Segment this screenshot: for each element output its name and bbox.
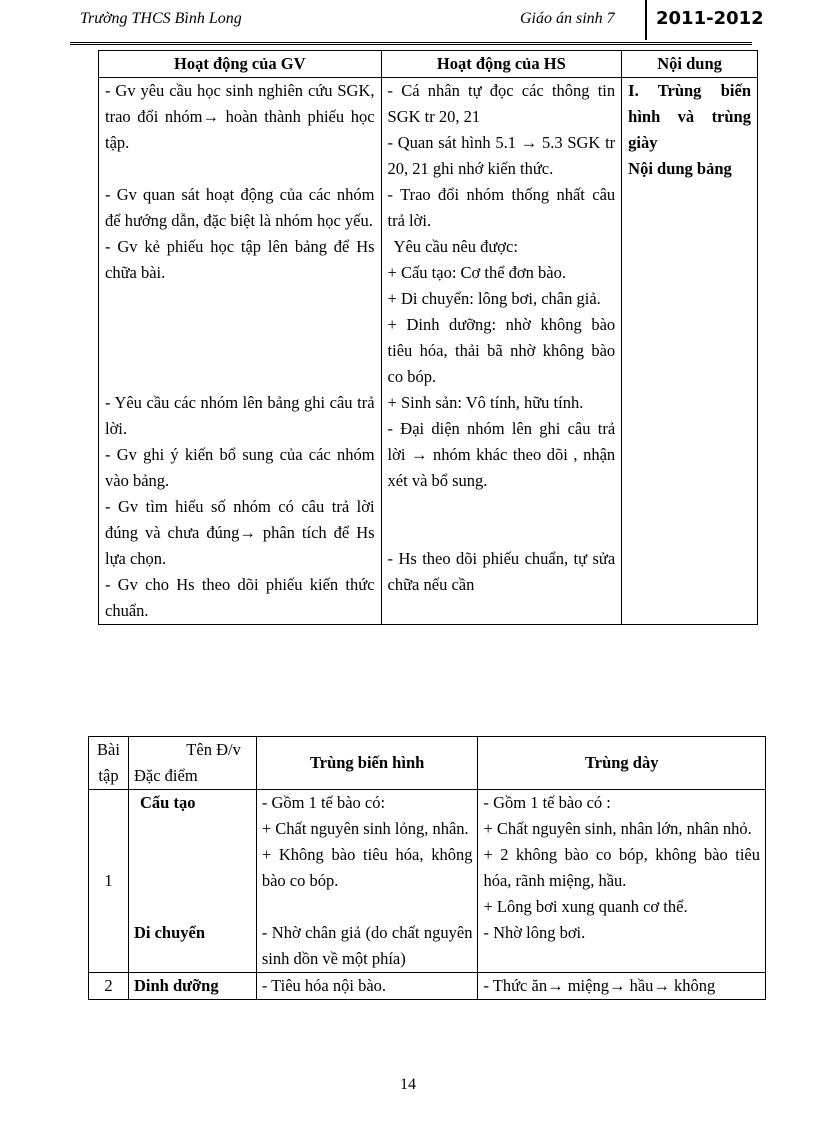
gv-line: - Gv tìm hiểu số nhóm có câu trả lời đúng và chưa đúng→ phân tích để Hs lựa chọn. [105,497,375,568]
header-hs: Hoạt động của HS [381,51,622,78]
feature-di-chuyen: Di chuyển [133,923,206,942]
hs-line: + Dinh dưỡng: nhờ không bào tiêu hóa, thải bã nhờ không bào co bóp. [387,315,616,386]
noidung-text: Nội dung bảng [628,159,732,178]
page-number: 14 [400,1076,416,1093]
header-baitap: Bài tập [89,737,129,790]
row-number: 1 [89,790,129,973]
header-gv: Hoạt động của GV [99,51,382,78]
header-divider [645,0,647,40]
row-number: 2 [89,973,129,1000]
school-year: 2011-2012 [656,8,764,29]
tbh-cell [256,790,478,973]
gv-line: - Gv yêu cầu học sinh nghiên cứu SGK, trao đổi nhóm→ hoàn thành phiếu học tập. [105,81,375,152]
feature-cell [128,790,256,973]
tbh-line: - Gồm 1 tế bào có: [261,793,386,812]
comparison-table [88,736,766,1000]
subject-label: Giáo án sinh 7 [520,10,615,27]
page-header [0,0,816,48]
header-rule [70,42,752,45]
td-line: + Chất nguyên sinh, nhân lớn, nhân nhỏ. [483,819,752,838]
tbh-line: - Nhờ chân giả (do chất nguyên sinh dồn về một phía) [261,923,473,968]
header-ten: Tên Đ/v [186,740,241,759]
header-noidung: Nội dung [622,51,758,78]
hs-line: + Cấu tạo: Cơ thể đơn bào. [387,263,566,282]
noidung-heading: I. Trùng biến hình và trùng giày [628,81,751,152]
gv-line: - Gv cho Hs theo dõi phiếu kiến thức chuẩn. [105,575,375,620]
header-trung-day: Trùng dày [478,737,766,790]
tbh-cell: - Tiêu hóa nội bào. [256,973,478,1000]
hs-line: - Quan sát hình 5.1 → 5.3 SGK tr 20, 21 ghi nhớ kiến thức. [387,133,616,178]
tbh-line: + Chất nguyên sinh lỏng, nhân. [261,819,469,838]
td-line: - Gồm 1 tế bào có : [483,793,611,812]
hs-line: - Hs theo dõi phiếu chuẩn, tự sửa chữa nếu cần [387,549,616,594]
hs-column [381,78,622,625]
activity-table [98,50,758,625]
school-name: Trường THCS Bình Long [80,10,242,27]
feature-cau-tao: Cấu tạo [139,793,196,812]
header-ten-dacdiem [128,737,256,790]
hs-line: - Trao đổi nhóm thống nhất câu trả lời. [387,185,616,230]
gv-line: - Gv ghi ý kiến bổ sung của các nhóm vào bảng. [105,445,375,490]
td-cell: - Thức ăn→ miệng→ hầu→ không [478,973,766,1000]
td-line: - Nhờ lông bơi. [483,923,586,942]
gv-line: - Yêu cầu các nhóm lên bảng ghi câu trả lời. [105,393,375,438]
hs-line: - Cá nhân tự đọc các thông tin SGK tr 20, 21 [387,81,616,126]
gv-column [99,78,382,625]
gv-line: - Gv quan sát hoạt động của các nhóm để hướng dẫn, đặc biệt là nhóm học yếu. [105,185,375,230]
td-line: + 2 không bào co bóp, không bào tiêu hóa, rãnh miệng, hầu. [483,845,760,890]
td-cell [478,790,766,973]
gv-line: - Gv kẻ phiếu học tập lên bảng để Hs chữa bài. [105,237,375,282]
noidung-column [622,78,758,625]
header-dacdiem: Đặc điểm [133,766,198,785]
hs-line: - Đại diện nhóm lên ghi câu trả lời → nhóm khác theo dõi , nhận xét và bổ sung. [387,419,616,490]
hs-line: + Di chuyển: lông bơi, chân giả. [387,289,601,308]
header-trung-bien-hinh: Trùng biến hình [256,737,478,790]
feature-dinh-duong: Dinh dưỡng [128,973,256,1000]
td-line: + Lông bơi xung quanh cơ thể. [483,897,688,916]
tbh-line: + Không bào tiêu hóa, không bào co bóp. [261,845,473,890]
hs-line: Yêu cầu nêu được: [393,237,518,256]
hs-line: + Sinh sản: Vô tính, hữu tính. [387,393,584,412]
